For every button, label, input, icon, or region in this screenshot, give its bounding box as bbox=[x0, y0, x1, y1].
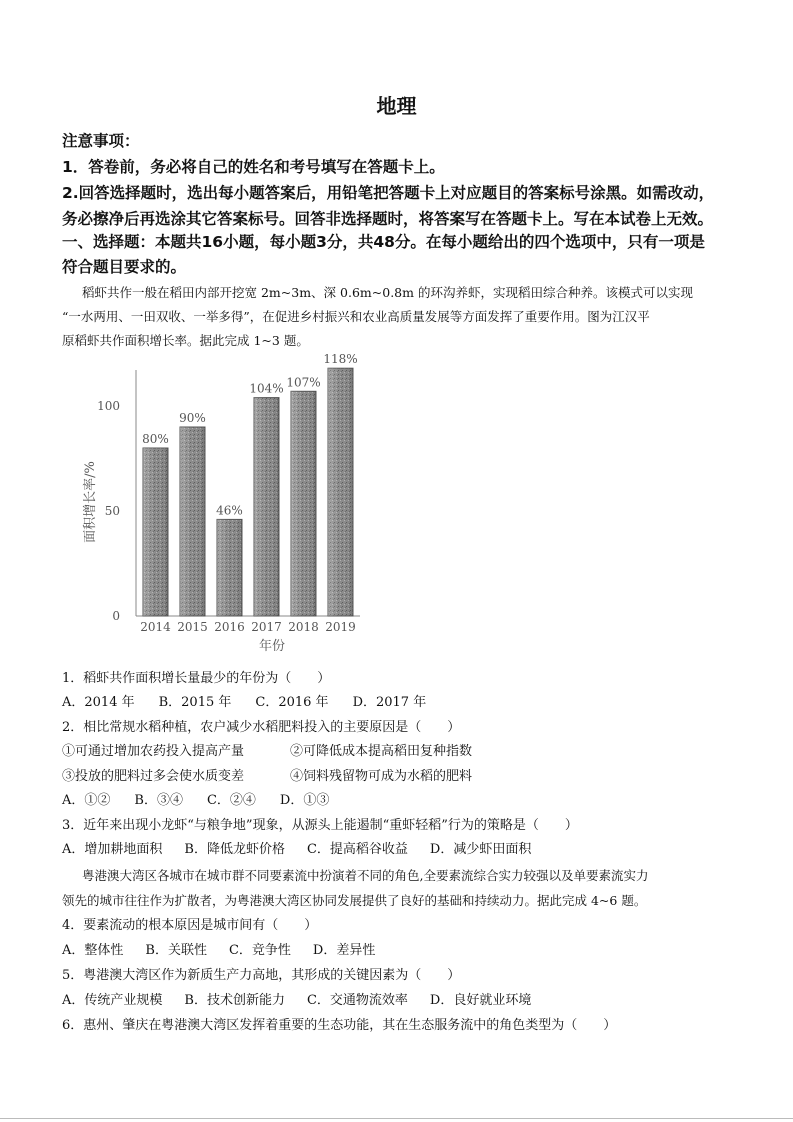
bar-value-label-2015: 90% bbox=[179, 411, 206, 425]
x-tick-label-2015: 2015 bbox=[177, 620, 208, 634]
question-5-options bbox=[62, 989, 762, 1013]
question-4-option-d[interactable]: D．差异性 bbox=[312, 943, 376, 958]
question-3-option-d[interactable]: D．减少虾田面积 bbox=[429, 842, 532, 857]
question-4-stem: 4．要素流动的根本原因是城市间有（ ） bbox=[62, 918, 318, 933]
question-5-option-b[interactable]: B．技术创新能力 bbox=[184, 993, 285, 1008]
x-tick-label-2018: 2018 bbox=[288, 620, 319, 634]
question-5-option-d[interactable]: D．良好就业环境 bbox=[429, 993, 532, 1008]
question-2-statements-row-2 bbox=[62, 765, 762, 789]
question-2-options bbox=[62, 789, 762, 813]
passage-1-line-3: 原稻虾共作面积增长率。据此完成 1~3 题。 bbox=[62, 333, 309, 348]
bar-shade-2018 bbox=[291, 391, 316, 616]
question-3-option-a[interactable]: A．增加耕地面积 bbox=[62, 842, 163, 857]
bar-value-label-2017: 104% bbox=[249, 381, 284, 396]
bar-shade-2017 bbox=[254, 398, 279, 616]
notice-item-2-line-2: 务必擦净后再选涂其它答案标号。回答非选择题时，将答案写在答题卡上。写在本试卷上无效。 bbox=[62, 210, 714, 228]
passage-1-line-2: “一水两用、一田双收、一举多得”，在促进乡村振兴和农业高质量发展等方面发挥了重要作用。图为江汉平 bbox=[62, 309, 650, 324]
bar-shade-2014 bbox=[143, 448, 168, 616]
x-axis-title: 年份 bbox=[258, 639, 286, 654]
question-4-option-a[interactable]: A．整体性 bbox=[62, 943, 124, 958]
question-1-options bbox=[62, 691, 762, 715]
question-3-option-b[interactable]: B．降低龙虾价格 bbox=[184, 842, 285, 857]
x-tick-label-2014: 2014 bbox=[140, 620, 171, 634]
question-4-options bbox=[62, 939, 762, 963]
page-bottom-rule bbox=[0, 1118, 793, 1119]
question-2-option-c[interactable]: C．②④ bbox=[206, 793, 256, 808]
y-axis-title: 面积增长率/% bbox=[83, 461, 98, 543]
x-tick-label-2016: 2016 bbox=[214, 620, 245, 634]
question-3-options bbox=[62, 838, 762, 862]
question-1-stem: 1．稻虾共作面积增长量最少的年份为（ ） bbox=[62, 671, 331, 686]
passage-2-line-1: 粤港澳大湾区各城市在城市群不同要素流中扮演着不同的角色,全要素流综合实力较强以及单要素流实力 bbox=[82, 868, 649, 883]
bar-shade-2015 bbox=[180, 427, 205, 616]
area-growth-chart bbox=[70, 352, 370, 662]
question-1-option-b[interactable]: B．2015 年 bbox=[158, 695, 232, 710]
section-heading-line-1: 一、选择题：本题共16小题，每小题3分，共48分。在每小题给出的四个选项中，只有一项是 bbox=[62, 233, 705, 251]
question-2-statement-1: ①可通过增加农药投入提高产量 bbox=[62, 744, 245, 759]
question-1-option-a[interactable]: A．2014 年 bbox=[62, 695, 135, 710]
question-4-option-c[interactable]: C．竞争性 bbox=[228, 943, 291, 958]
notice-heading: 注意事项： bbox=[62, 132, 140, 150]
bar-value-label-2016: 46% bbox=[216, 503, 243, 518]
question-1-option-d[interactable]: D．2017 年 bbox=[352, 695, 427, 710]
question-4-option-b[interactable]: B．关联性 bbox=[145, 943, 207, 958]
question-5-option-a[interactable]: A．传统产业规模 bbox=[62, 993, 163, 1008]
question-2-option-d[interactable]: D．①③ bbox=[279, 793, 330, 808]
question-5-option-c[interactable]: C．交通物流效率 bbox=[306, 993, 408, 1008]
page-title: 地理 bbox=[376, 94, 417, 118]
question-2-stem: 2．相比常规水稻种植，农户减少水稻肥料投入的主要原因是（ ） bbox=[62, 720, 461, 735]
question-3-option-c[interactable]: C．提高稻谷收益 bbox=[306, 842, 408, 857]
passage-2-line-2: 领先的城市往往作为扩散者，为粤港澳大湾区协同发展提供了良好的基础和持续动力。据此完成 4~6 题。 bbox=[62, 893, 647, 908]
bar-shade-2019 bbox=[328, 368, 353, 616]
question-2-option-a[interactable]: A．①② bbox=[62, 793, 111, 808]
bar-value-label-2014: 80% bbox=[142, 432, 169, 446]
question-2-option-b[interactable]: B．③④ bbox=[134, 793, 183, 808]
x-tick-label-2019: 2019 bbox=[325, 620, 356, 634]
question-5-stem: 5．粤港澳大湾区作为新质生产力高地，其形成的关键因素为（ ） bbox=[62, 968, 461, 983]
passage-1-line-1: 稻虾共作一般在稻田内部开挖宽 2m~3m、深 0.6m~0.8m 的环沟养虾，实现稻田综合种养。该模式可以实现 bbox=[82, 285, 693, 300]
question-3-stem: 3．近年来出现小龙虾“与粮争地”现象，从源头上能遏制“重虾轻稻”行为的策略是（ ） bbox=[62, 818, 578, 833]
question-2-statement-3: ③投放的肥料过多会使水质变差 bbox=[62, 769, 245, 784]
question-2-statement-2: ②可降低成本提高稻田复种指数 bbox=[290, 744, 473, 759]
y-tick-label-50: 50 bbox=[104, 504, 120, 518]
question-1-option-c[interactable]: C．2016 年 bbox=[255, 695, 329, 710]
bar-value-label-2019: 118% bbox=[323, 352, 358, 367]
notice-item-2-line-1: 2.回答选择题时，选出每小题答案后，用铅笔把答题卡上对应题目的答案标号涂黑。如需改动， bbox=[62, 184, 715, 202]
notice-item-1: 1．答卷前，务必将自己的姓名和考号填写在答题卡上。 bbox=[62, 158, 445, 176]
question-2-statement-4: ④饲料残留物可成为水稻的肥料 bbox=[290, 769, 473, 784]
bar-value-label-2018: 107% bbox=[286, 375, 321, 390]
bar-chart-svg bbox=[70, 352, 370, 662]
y-tick-label-100: 100 bbox=[97, 399, 120, 413]
section-heading-line-2: 符合题目要求的。 bbox=[62, 258, 187, 276]
x-tick-label-2017: 2017 bbox=[251, 620, 282, 634]
question-6-stem: 6．惠州、肇庆在粤港澳大湾区发挥着重要的生态功能，其在生态服务流中的角色类型为（ ） bbox=[62, 1018, 617, 1033]
bar-shade-2016 bbox=[217, 519, 242, 616]
y-tick-label-0: 0 bbox=[112, 609, 120, 623]
question-2-statements-row-1 bbox=[62, 740, 762, 764]
